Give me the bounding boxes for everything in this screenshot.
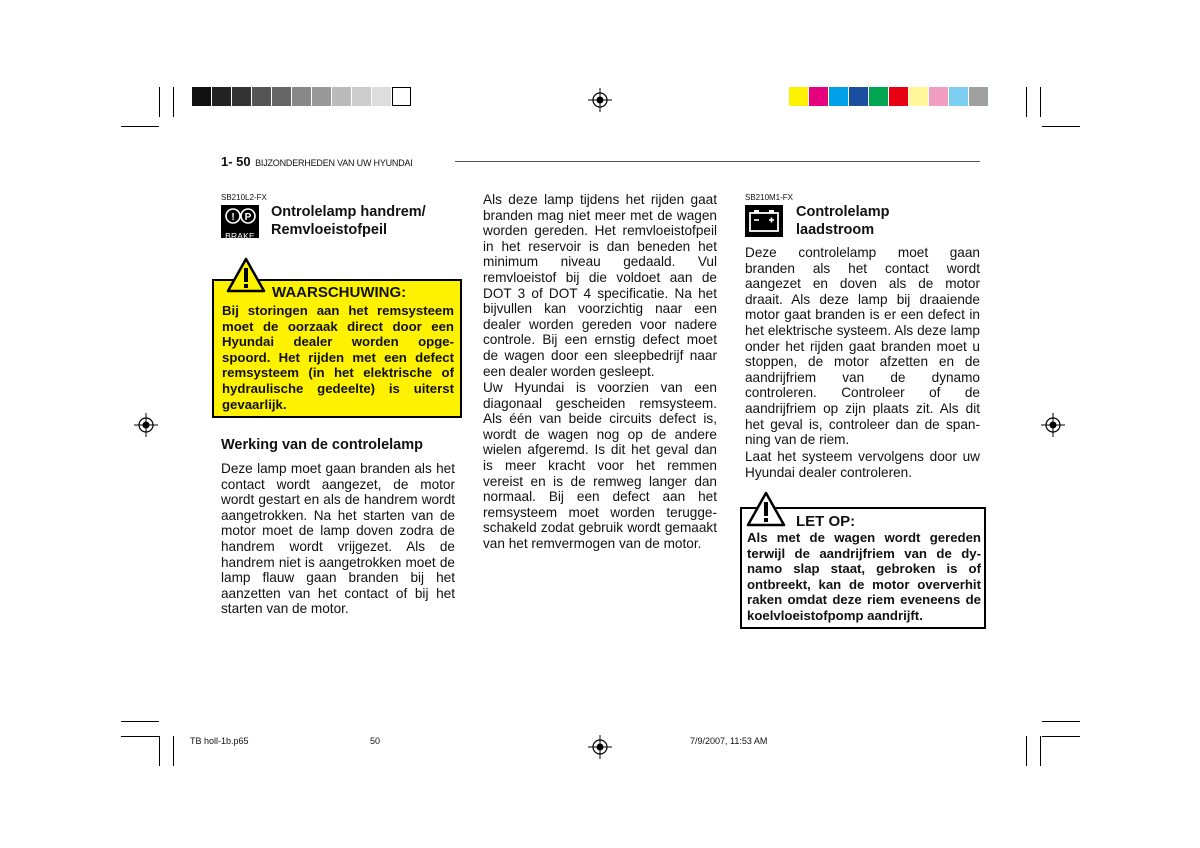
subheading-controlelamp: Werking van de controlelamp bbox=[221, 437, 423, 453]
right-body-text: Deze controlelamp moet gaan branden als het contact wordt aangezet en doven als de motor draait. Als deze lamp bij draaiende motor gaat branden is er een defect in het elektrische systeem. Als deze lamp onder het rijden gaat branden moet u stoppen, de motor afzetten en de aandrijfriem van de dynamo controleren. Controleer of de aandrijfriem op zijn plaats zit. Als dit het geval is, controleer dan de span-ning van de riem. bbox=[745, 245, 980, 448]
caution-box bbox=[740, 507, 986, 629]
registration-mark-top-icon bbox=[588, 88, 612, 112]
left-body-text: Deze lamp moet gaan branden als het contact wordt aangezet, de motor wordt gestart en als de handrem wordt aangetrokken. Na het starten van de motor moet de lamp doven zodra de handrem wordt vrijgezet. Als de handrem niet is aangetrokken moet de lamp flauw gaan branden bij het aanzetten van het contact of bij het starten van de motor. bbox=[221, 461, 455, 617]
color-swatch bbox=[869, 87, 888, 106]
warning-box bbox=[212, 279, 462, 418]
charge-heading bbox=[796, 203, 889, 239]
grayscale-swatch bbox=[392, 87, 411, 106]
grayscale-swatch bbox=[332, 87, 351, 106]
warning-triangle-icon bbox=[226, 257, 266, 293]
grayscale-swatch bbox=[232, 87, 251, 106]
charge-heading-line2: laadstroom bbox=[796, 222, 875, 238]
section-code-brake: SB210L2-FX bbox=[221, 193, 267, 202]
section-title: BIJZONDERHEDEN VAN UW HYUNDAI bbox=[255, 158, 413, 168]
footer-page: 50 bbox=[370, 736, 381, 746]
section-code-charge: SB210M1-FX bbox=[745, 193, 794, 202]
battery-icon bbox=[745, 205, 783, 237]
grayscale-swatch bbox=[372, 87, 391, 106]
warning-text: Bij storingen aan het remsysteem moet de oorzaak direct door een Hyundai dealer worden opge-spoord. Het rijden met een defect remsysteem (in het elektrische of hydraulische gedeelte) is uiterst gevaarlijk. bbox=[222, 303, 454, 412]
color-swatch bbox=[969, 87, 988, 106]
color-swatch bbox=[849, 87, 868, 106]
caution-title: LET OP: bbox=[796, 513, 856, 530]
color-swatch bbox=[949, 87, 968, 106]
brake-heading-line1: Ontrolelamp handrem/ bbox=[271, 204, 426, 220]
color-swatch bbox=[909, 87, 928, 106]
brake-warning-icon bbox=[221, 205, 259, 241]
svg-text:!: ! bbox=[231, 212, 235, 223]
svg-text:P: P bbox=[244, 212, 252, 223]
brake-heading-line2: Remvloeistofpeil bbox=[271, 222, 388, 238]
footer-datetime: 7/9/2007, 11:53 AM bbox=[690, 736, 768, 746]
page-header bbox=[221, 153, 413, 171]
right-body-text-2: Laat het systeem vervolgens door uw Hyundai dealer controleren. bbox=[745, 449, 980, 480]
grayscale-swatch bbox=[272, 87, 291, 106]
grayscale-swatch bbox=[192, 87, 211, 106]
header-rule bbox=[455, 161, 980, 162]
grayscale-swatch bbox=[212, 87, 231, 106]
registration-mark-bottom-icon bbox=[588, 735, 612, 759]
page-number: 1- 50 bbox=[221, 154, 251, 169]
brake-circle-icon bbox=[221, 205, 259, 227]
footer-file: TB holl-1b.p65 bbox=[190, 736, 249, 746]
caution-triangle-icon bbox=[746, 491, 786, 527]
caution-text: Als met de wagen wordt gereden terwijl de aandrijfriem van de dy-namo slap staat, gebroken is of ontbreekt, kan de motor oververhit raken omdat deze riem eveneens de koelvloeistofpomp aandrijft. bbox=[747, 530, 981, 623]
grayscale-swatch bbox=[292, 87, 311, 106]
charge-heading-line1: Controlelamp bbox=[796, 204, 890, 220]
brake-heading bbox=[271, 203, 426, 239]
middle-paragraph-1: Als deze lamp tijdens het rijden gaat branden mag niet meer met de wagen worden gereden. Het remvloeistofpeil in het reservoir is dan beneden het minimum niveau gedaald. Vul remvloeistof bij die voldoet aan de DOT 3 of DOT 4 specificatie. Na het bijvullen kan voorzichtig naar een dealer worden gereden voor nadere controle. Bij een ernstig defect moet de wagen door een sleepbedrijf naar een dealer worden gesleept. bbox=[483, 192, 717, 379]
color-swatch bbox=[789, 87, 808, 106]
middle-paragraph-2: Uw Hyundai is voorzien van een diagonaal gescheiden remsysteem. Als één van beide circuits defect is, wordt de wagen nog op de andere wielen afgeremd. Is dit het geval dan is meer kracht voor het remmen vereist en is de remweg langer dan normaal. Bij een defect aan het remsysteem moet worden terugge-schakeld zodat gebruik wordt gemaakt van het remvermogen van de motor. bbox=[483, 380, 717, 551]
brake-icon-label: BRAKE bbox=[225, 231, 255, 241]
registration-mark-left-icon bbox=[134, 413, 158, 437]
color-swatch bbox=[929, 87, 948, 106]
color-swatch bbox=[889, 87, 908, 106]
warning-title: WAARSCHUWING: bbox=[272, 284, 407, 301]
grayscale-swatch bbox=[352, 87, 371, 106]
grayscale-swatch bbox=[252, 87, 271, 106]
color-swatch bbox=[809, 87, 828, 106]
color-swatch bbox=[829, 87, 848, 106]
registration-mark-right-icon bbox=[1041, 413, 1065, 437]
grayscale-swatch bbox=[312, 87, 331, 106]
